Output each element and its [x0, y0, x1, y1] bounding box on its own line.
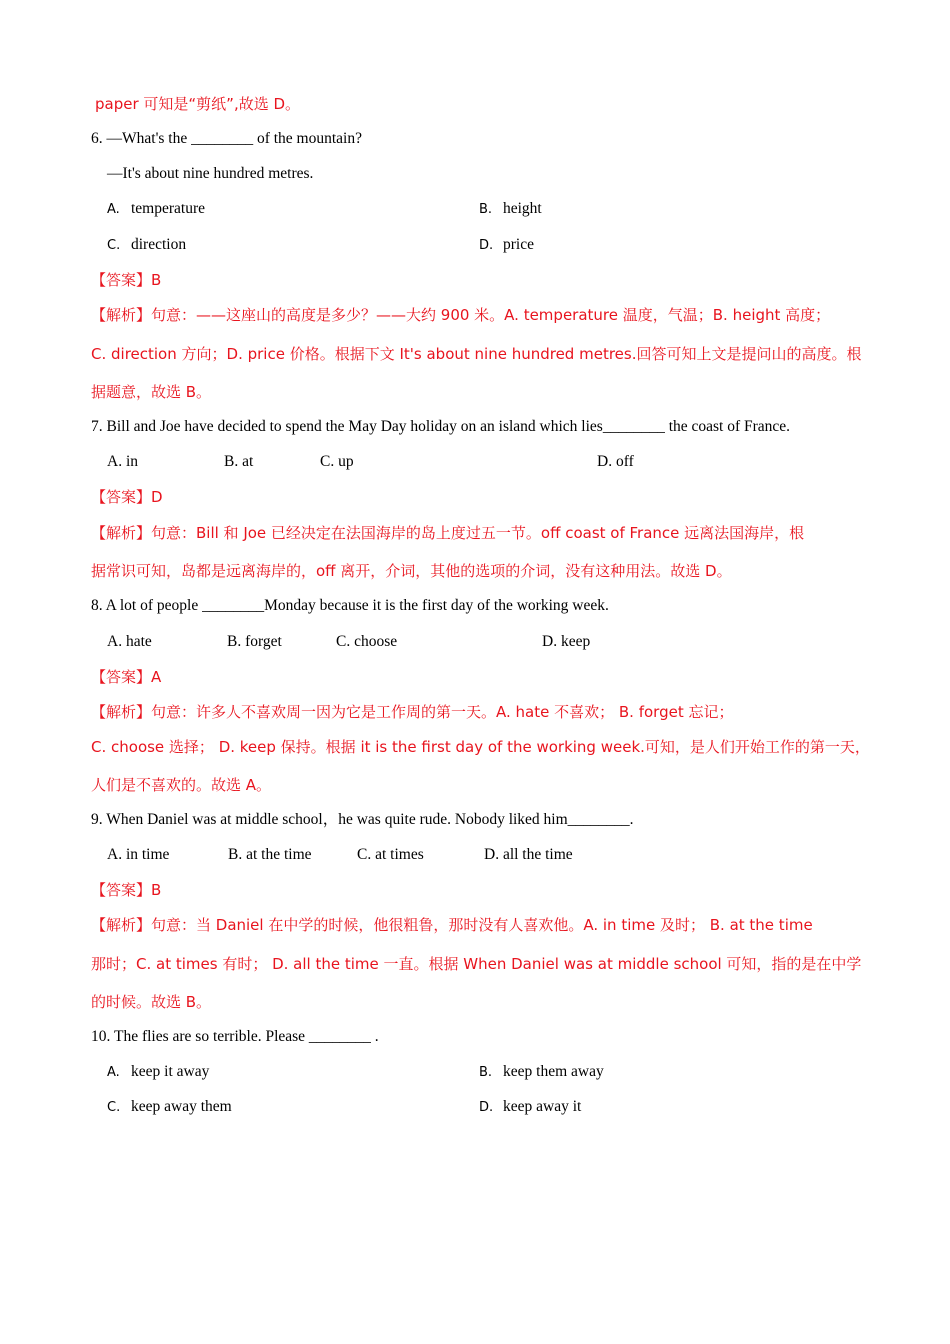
- q7-stem: 7. Bill and Joe have decided to spend the May Day holiday on an island which lies________ the coast of France.: [91, 418, 791, 435]
- q10-option-d: D. keep away it: [479, 1098, 582, 1115]
- q6-reply: —It's about nine hundred metres.: [107, 165, 314, 182]
- q8-option-b: B. forget: [227, 633, 282, 650]
- q7-option-b: B. at: [224, 453, 254, 470]
- previous-analysis-tail: paper 可知是“剪纸”,故选 D。: [95, 95, 301, 113]
- q7-analysis-line-2: 据常识可知，岛都是远离海岸的，off 离开，介词，其他的选项的介词，没有这种用法。故选 D。: [91, 562, 732, 580]
- q8-analysis-line-3: 人们是不喜欢的。故选 A。: [91, 776, 272, 794]
- q9-option-c: C. at times: [357, 846, 424, 863]
- q9-analysis-line-1: 【解析】句意：当 Daniel 在中学的时候，他很粗鲁，那时没有人喜欢他。A. in time 及时； B. at the time: [91, 916, 813, 934]
- q10-option-c: C. keep away them: [107, 1098, 232, 1115]
- q10-stem: 10. The flies are so terrible. Please ________ .: [91, 1028, 379, 1045]
- q7-option-c: C. up: [320, 453, 354, 470]
- q9-analysis-line-2: 那时；C. at times 有时； D. all the time 一直。根据 When Daniel was at middle school 可知，指的是在中学: [91, 955, 862, 973]
- q6-option-c: C. direction: [107, 236, 187, 253]
- q6-answer: 【答案】B: [91, 271, 162, 289]
- q6-option-a: A. temperature: [107, 200, 206, 217]
- q7-option-d: D. off: [597, 453, 634, 470]
- q9-analysis-line-3: 的时候。故选 B。: [91, 993, 212, 1011]
- q6-option-b: B. height: [479, 200, 542, 217]
- q7-analysis-line-1: 【解析】句意：Bill 和 Joe 已经决定在法国海岸的岛上度过五一节。off coast of France 远离法国海岸，根: [91, 524, 805, 542]
- q9-stem: 9. When Daniel was at middle school，he was quite rude. Nobody liked him________.: [91, 811, 634, 828]
- q6-analysis-line-3: 据题意，故选 B。: [91, 383, 212, 401]
- q8-analysis-line-2: C. choose 选择； D. keep 保持。根据 it is the first day of the working week.可知，是人们开始工作的第一天，: [91, 738, 870, 756]
- q6-analysis-line-2: C. direction 方向；D. price 价格。根据下文 It's about nine hundred metres.回答可知上文是提问山的高度。根: [91, 345, 862, 363]
- q9-answer: 【答案】B: [91, 881, 162, 899]
- q8-stem: 8. A lot of people ________Monday because it is the first day of the working week.: [91, 597, 609, 614]
- q8-analysis-line-1: 【解析】句意：许多人不喜欢周一因为它是工作周的第一天。A. hate 不喜欢； B. forget 忘记；: [91, 703, 734, 721]
- q8-option-c: C. choose: [336, 633, 398, 650]
- q8-option-d: D. keep: [542, 633, 591, 650]
- q6-stem: 6. —What's the ________ of the mountain?: [91, 130, 362, 147]
- q6-option-d: D. price: [479, 236, 534, 253]
- q10-option-a: A. keep it away: [107, 1063, 210, 1080]
- q9-option-d: D. all the time: [484, 846, 573, 863]
- q6-analysis-line-1: 【解析】句意：——这座山的高度是多少？——大约 900 米。A. temperature 温度，气温；B. height 高度；: [91, 306, 831, 324]
- q8-answer: 【答案】A: [91, 668, 162, 686]
- q7-option-a: A. in: [107, 453, 138, 470]
- q8-option-a: A. hate: [107, 633, 152, 650]
- q9-option-a: A. in time: [107, 846, 170, 863]
- q10-option-b: B. keep them away: [479, 1063, 604, 1080]
- q9-option-b: B. at the time: [228, 846, 312, 863]
- q7-answer: 【答案】D: [91, 488, 163, 506]
